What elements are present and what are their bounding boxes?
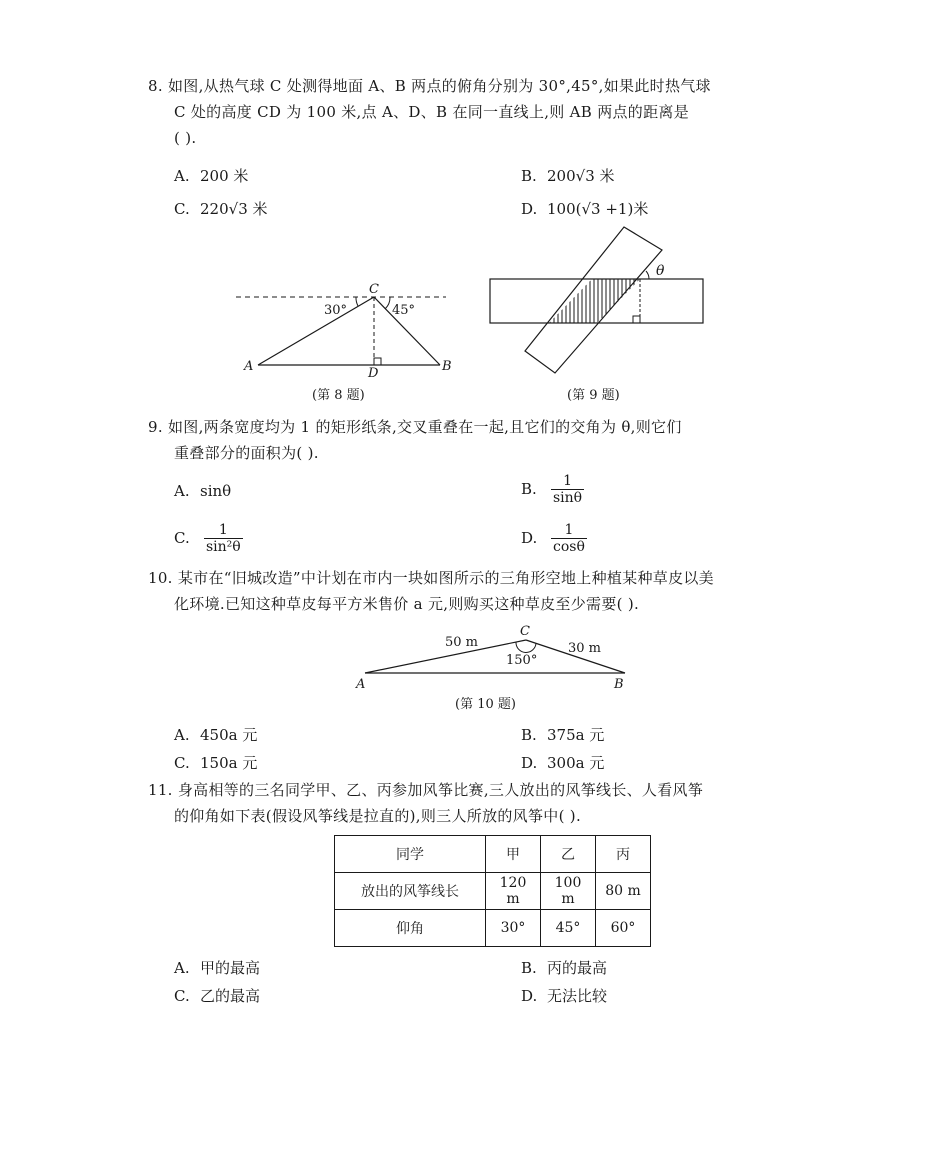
point-a-label: A	[244, 359, 254, 374]
point-b-label: B	[614, 677, 624, 692]
table-cell: 乙	[541, 836, 596, 873]
q11-option-c[interactable]: C. 乙的最高	[174, 987, 261, 1005]
q8-option-d[interactable]: D. 100(√3 +1)米	[521, 200, 649, 218]
figure-8-caption: (第 8 题)	[312, 388, 365, 403]
question-10	[148, 565, 804, 617]
question-9-line-1	[148, 414, 804, 440]
q10-option-b[interactable]: B. 375a 元	[521, 726, 605, 744]
q11-option-a[interactable]: A. 甲的最高	[174, 959, 261, 977]
figure-10-caption: (第 10 题)	[455, 697, 516, 712]
table-header-row	[335, 836, 651, 873]
question-10-line-1	[148, 565, 804, 591]
q10-option-a[interactable]: A. 450a 元	[174, 726, 258, 744]
fraction: $\frac{1}{\cos\theta}$	[553, 522, 585, 555]
question-text: 如图,从热气球 C 处测得地面 A、B 两点的俯角分别为 30°,45°,如果此时热气球	[168, 77, 711, 95]
figure-8-diagram	[230, 278, 470, 378]
point-c-label: C	[520, 624, 530, 639]
q9-option-a[interactable]: A. sinθ	[174, 482, 232, 500]
side-bc-label: 30 m	[568, 641, 602, 656]
angle-150-label: 150°	[506, 653, 538, 668]
theta-label: θ	[656, 263, 665, 279]
angle-45-label: 45°	[392, 303, 416, 318]
q8-option-a[interactable]: A. 200 米	[174, 167, 249, 185]
question-9-line-2: 重叠部分的面积为( ).	[174, 444, 319, 462]
angle-30-label: 30°	[324, 303, 348, 318]
q10-option-d[interactable]: D. 300a 元	[521, 754, 605, 772]
table-cell: 甲	[486, 836, 541, 873]
question-text: 如图,两条宽度均为 1 的矩形纸条,交叉重叠在一起,且它们的交角为 θ,则它们	[168, 418, 682, 436]
q10-option-c[interactable]: C. 150a 元	[174, 754, 258, 772]
figure-9-diagram	[486, 225, 708, 375]
q8-option-c[interactable]: C. 220√3 米	[174, 200, 268, 218]
question-10-line-2: 化环境.已知这种草皮每平方米售价 a 元,则购买这种草皮至少需要( ).	[174, 595, 640, 613]
table-cell: 仰角	[335, 910, 486, 947]
point-d-label: D	[368, 366, 379, 378]
table-cell: 放出的风筝线长	[335, 873, 486, 910]
table-cell: 30°	[486, 910, 541, 947]
question-number: 10.	[148, 569, 173, 587]
question-8-line-3: ( ).	[174, 129, 197, 147]
q8-option-b[interactable]: B. 200√3 米	[521, 167, 615, 185]
figure-10-diagram	[350, 620, 640, 695]
question-11	[148, 777, 804, 829]
question-text: 某市在“旧城改造”中计划在市内一块如图所示的三角形空地上种植某种草皮以美	[177, 569, 714, 587]
q9-option-d[interactable]: D. $\frac{1}{\cos\theta}$	[521, 522, 585, 555]
q9-option-c[interactable]: C. $\frac{1}{\text{sin²θ}}$	[174, 522, 241, 555]
figure-9-caption: (第 9 题)	[567, 388, 620, 403]
point-b-label: B	[442, 359, 452, 374]
question-number: 11.	[148, 781, 173, 799]
kite-table	[334, 835, 651, 947]
table-cell: 丙	[596, 836, 651, 873]
q11-option-d[interactable]: D. 无法比较	[521, 987, 608, 1005]
table-cell: 同学	[335, 836, 486, 873]
fraction: $\frac{1}{\text{sin²θ}}$	[206, 522, 241, 555]
question-9	[148, 414, 804, 466]
fraction: $\frac{1}{\sin\theta}$	[553, 473, 583, 506]
table-cell: 45°	[541, 910, 596, 947]
table-row	[335, 910, 651, 947]
table-cell: 60°	[596, 910, 651, 947]
question-8-line-2: C 处的高度 CD 为 100 米,点 A、D、B 在同一直线上,则 AB 两点的距离是	[174, 103, 689, 121]
question-8	[148, 73, 804, 151]
question-number: 9.	[148, 418, 163, 436]
side-ac-label: 50 m	[445, 635, 479, 650]
question-11-line-1	[148, 777, 804, 803]
table-cell: 100 m	[541, 873, 596, 910]
q9-option-b[interactable]: B. $\frac{1}{\sin\theta}$	[521, 473, 583, 506]
table-cell: 120 m	[486, 873, 541, 910]
question-text: 身高相等的三名同学甲、乙、丙参加风筝比赛,三人放出的风筝线长、人看风筝	[177, 781, 704, 799]
q11-option-b[interactable]: B. 丙的最高	[521, 959, 608, 977]
point-a-label: A	[356, 677, 366, 692]
question-8-line-1	[148, 73, 804, 99]
question-11-line-2: 的仰角如下表(假设风筝线是拉直的),则三人所放的风筝中( ).	[174, 807, 582, 825]
question-number: 8.	[148, 77, 163, 95]
point-c-label: C	[369, 282, 379, 297]
table-row	[335, 873, 651, 910]
table-cell: 80 m	[596, 873, 651, 910]
